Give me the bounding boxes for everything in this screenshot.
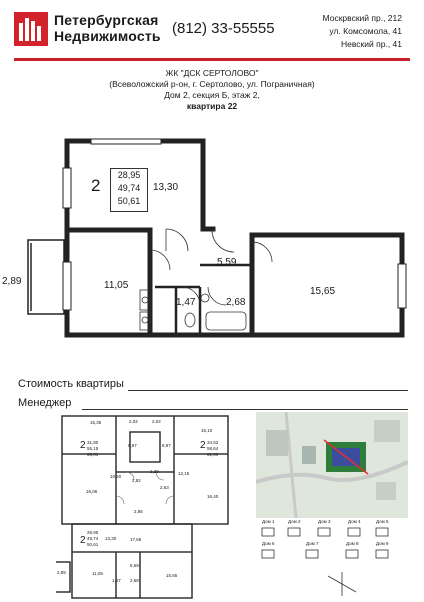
fp-label-13: 1,29 (150, 469, 159, 474)
fp-label-29: 15,65 (166, 573, 178, 578)
site-key-building-9: Дом 9 (376, 541, 389, 546)
site-key-building-2: Дом 2 (288, 519, 301, 524)
hall-area: 5,59 (217, 257, 237, 268)
company-name-line2: Недвижимость (54, 28, 161, 44)
fp-label-7: 31,80 (87, 440, 99, 445)
bath-area: 2,68 (226, 297, 246, 308)
fp-label-18: 16,06 (86, 489, 98, 494)
project-title: ЖК "ДСК СЕРТОЛОВО" (165, 68, 259, 78)
phone-number: (812) 33-55555 (172, 20, 275, 37)
room-2-area: 11,05 (104, 280, 129, 291)
fp-label-22: 49,74 (87, 536, 99, 541)
fp-label-6: 8,97 (162, 443, 171, 448)
site-key-building-8: Дом 8 (346, 541, 359, 546)
manager-label: Менеджер (18, 397, 72, 409)
fp-label-28: 11,05 (92, 571, 103, 576)
fp-label-8: 55,15 (87, 446, 99, 451)
manager-line (82, 409, 408, 410)
fp-label-5: 8,97 (128, 443, 137, 448)
price-line (128, 390, 408, 391)
fp-label-21: 28,95 (87, 530, 99, 535)
fp-label-1: 15,35 (90, 420, 102, 425)
site-map-image (256, 412, 408, 518)
fp-label-26: 5,59 (130, 563, 139, 568)
living-area: 28,95 (117, 170, 141, 180)
site-key-building-6: Дом 6 (262, 541, 275, 546)
site-building-key (256, 520, 408, 598)
address-3: Невский пр., 41 (341, 39, 402, 49)
total-area-with-balcony: 50,61 (117, 196, 141, 206)
fp-label-27: 2,89 (57, 570, 66, 575)
site-key-building-5: Дом 5 (376, 519, 389, 524)
room-1-area: 13,30 (153, 182, 179, 193)
fp-label-19: 16,40 (207, 494, 219, 499)
balcony-area: 2,89 (2, 276, 22, 287)
fp-label-3: 2,02 (152, 419, 161, 424)
fp-label-11: 58,64 (207, 446, 219, 451)
fp-label-9: 56,01 (87, 452, 99, 457)
address-2: ул. Комсомола, 41 (329, 26, 402, 36)
total-area: 49,74 (117, 183, 141, 193)
fp-rooms-ours: 2 (80, 535, 86, 546)
site-key-building-3: Дом 3 (318, 519, 331, 524)
site-key-building-7: Дом 7 (306, 541, 319, 546)
fp-label-4: 16,10 (201, 428, 213, 433)
site-key-building-1: Дом 1 (262, 519, 275, 524)
fp-label-24: 13,30 (105, 536, 117, 541)
room-3-area: 15,65 (310, 286, 336, 297)
fp-label-30: 1,47 (112, 578, 121, 583)
fp-rooms-right: 2 (200, 440, 206, 451)
fp-label-14: 12,15 (178, 471, 190, 476)
summary-room-count: 2 (91, 176, 101, 195)
fp-label-17: 2,63 (160, 485, 169, 490)
fp-label-25: 17,66 (130, 537, 142, 542)
summary-areas (110, 168, 148, 212)
fp-label-12: 61,00 (207, 452, 219, 457)
address-1: Москрвский пр., 212 (322, 13, 402, 23)
fp-label-31: 2,68 (130, 578, 139, 583)
price-label: Стоимость квартиры (18, 378, 124, 390)
fp-label-15: 10,40 (110, 474, 122, 479)
company-name-line1: Петербургская (54, 12, 159, 28)
fp-label-2: 2,02 (129, 419, 138, 424)
fp-label-16: 2,82 (132, 478, 141, 483)
project-location: (Всеволожский р-он, г. Сертолово, ул. Пограничная) (109, 79, 315, 89)
site-key-building-4: Дом 4 (348, 519, 361, 524)
project-building: Дом 2, секция Б, этаж 2, (164, 90, 260, 100)
fp-label-10: 34,52 (207, 440, 219, 445)
wc-area: 1,47 (176, 297, 196, 308)
fp-label-23: 50,61 (87, 542, 99, 547)
apartment-number: квартира 22 (186, 101, 238, 111)
fp-label-20: 2,86 (134, 509, 143, 514)
fp-rooms-left: 2 (80, 440, 86, 451)
